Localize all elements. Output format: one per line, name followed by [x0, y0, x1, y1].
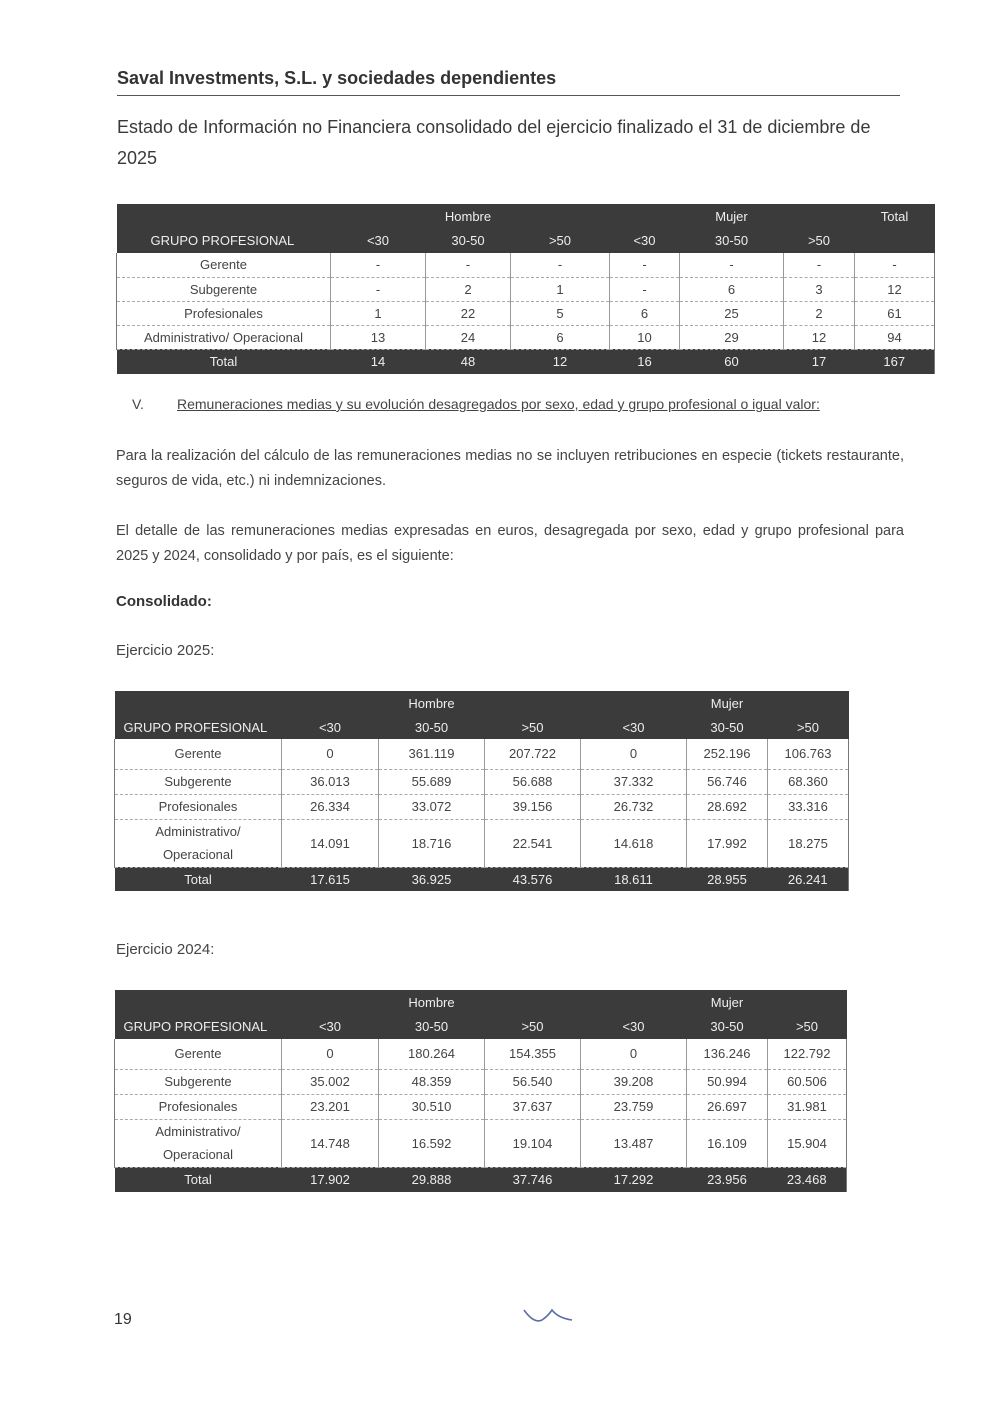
table-cell: 31.981	[768, 1094, 847, 1119]
table-row	[115, 1094, 847, 1119]
section-title: Remuneraciones medias y su evolución desagregados por sexo, edad y grupo profesional o igual valor:	[177, 396, 820, 412]
table-cell: 28.955	[687, 867, 768, 891]
mujer-header: Mujer	[687, 691, 768, 715]
table-cell: 33.316	[768, 794, 849, 819]
table-cell: 167	[855, 349, 935, 374]
row-label: Subgerente	[115, 769, 282, 794]
table-cell: 56.688	[485, 769, 581, 794]
age-band-header: >50	[768, 1014, 847, 1039]
table-cell: 16	[610, 349, 680, 374]
table-cell: 56.746	[687, 769, 768, 794]
table-cell: 37.637	[485, 1094, 581, 1119]
table-cell: 50.994	[687, 1069, 768, 1094]
table-row	[117, 301, 935, 325]
age-band-header: <30	[610, 228, 680, 253]
table-cell: 26.334	[282, 794, 379, 819]
age-band-header: <30	[331, 228, 426, 253]
age-band-header: >50	[511, 228, 610, 253]
row-label: Gerente	[115, 739, 282, 769]
row-label	[115, 1119, 282, 1167]
table-cell: 48	[426, 349, 511, 374]
table-cell: 18.611	[581, 867, 687, 891]
table-cell: 17	[784, 349, 855, 374]
row-label: Subgerente	[117, 277, 331, 301]
age-band-header: 30-50	[426, 228, 511, 253]
paragraph: El detalle de las remuneraciones medias expresadas en euros, desagregada por sexo, edad y grupo profesional para 2025 y 2024, consolidado y por país, es el siguiente:	[116, 523, 904, 564]
row-label: Profesionales	[115, 1094, 282, 1119]
ejercicio-2025-label: Ejercicio 2025:	[116, 642, 215, 659]
table-cell: 24	[426, 325, 511, 349]
table-row	[117, 253, 935, 277]
table-cell: 122.792	[768, 1039, 847, 1069]
table-cell: 39.156	[485, 794, 581, 819]
total-row	[115, 867, 849, 891]
table-cell: -	[511, 253, 610, 277]
table-cell: 0	[282, 739, 379, 769]
table-cell: 60.506	[768, 1069, 847, 1094]
table-cell: 12	[855, 277, 935, 301]
age-band-header: >50	[485, 715, 581, 739]
row-label: Subgerente	[115, 1069, 282, 1094]
table-cell: 37.332	[581, 769, 687, 794]
table-cell: 0	[282, 1039, 379, 1069]
table-cell: 22	[426, 301, 511, 325]
table-cell: 14	[331, 349, 426, 374]
headcount-table	[116, 204, 935, 374]
table-cell: 10	[610, 325, 680, 349]
table-cell: 18.275	[768, 819, 849, 867]
table-cell: 19.104	[485, 1119, 581, 1167]
table-cell: 16.592	[379, 1119, 485, 1167]
table-cell: -	[331, 253, 426, 277]
table-cell: 48.359	[379, 1069, 485, 1094]
table-cell: 17.902	[282, 1167, 379, 1192]
table-cell: 0	[581, 1039, 687, 1069]
row-label: Total	[115, 1167, 282, 1192]
remuneration-2024-table	[114, 990, 847, 1192]
table-cell: 136.246	[687, 1039, 768, 1069]
consolidado-label: Consolidado:	[116, 593, 212, 610]
row-label: Total	[117, 349, 331, 374]
row-label	[115, 819, 282, 867]
table-cell: 39.208	[581, 1069, 687, 1094]
table-cell: 16.109	[687, 1119, 768, 1167]
table-cell: 35.002	[282, 1069, 379, 1094]
table-cell: 43.576	[485, 867, 581, 891]
table-row	[115, 1039, 847, 1069]
table-cell: 361.119	[379, 739, 485, 769]
hombre-header: Hombre	[379, 691, 485, 715]
table-row	[117, 277, 935, 301]
grupo-profesional-header: GRUPO PROFESIONAL	[115, 715, 282, 739]
age-band-header: 30-50	[379, 715, 485, 739]
mujer-header: Mujer	[680, 204, 784, 228]
section-heading	[132, 396, 820, 412]
table-cell: 23.201	[282, 1094, 379, 1119]
table-cell: 26.697	[687, 1094, 768, 1119]
table-cell: 14.748	[282, 1119, 379, 1167]
table-cell: 37.746	[485, 1167, 581, 1192]
table-cell: 1	[511, 277, 610, 301]
table-cell: -	[680, 253, 784, 277]
table-cell: 15.904	[768, 1119, 847, 1167]
table-cell: 26.732	[581, 794, 687, 819]
table-cell: -	[426, 253, 511, 277]
table-cell: 94	[855, 325, 935, 349]
table-cell: 5	[511, 301, 610, 325]
table-cell: 252.196	[687, 739, 768, 769]
age-band-header: >50	[485, 1014, 581, 1039]
age-band-header: 30-50	[680, 228, 784, 253]
table-cell: 180.264	[379, 1039, 485, 1069]
age-band-header: <30	[581, 1014, 687, 1039]
table-cell: -	[610, 277, 680, 301]
table-cell: 30.510	[379, 1094, 485, 1119]
table-row	[115, 794, 849, 819]
table-cell: 33.072	[379, 794, 485, 819]
table-cell: 17.292	[581, 1167, 687, 1192]
table-cell: 29	[680, 325, 784, 349]
table-cell: -	[784, 253, 855, 277]
table-cell: 60	[680, 349, 784, 374]
table-cell: 154.355	[485, 1039, 581, 1069]
grupo-profesional-header: GRUPO PROFESIONAL	[115, 1014, 282, 1039]
mujer-header: Mujer	[687, 990, 768, 1014]
table-row	[115, 739, 849, 769]
age-band-header: <30	[282, 715, 379, 739]
age-band-header: <30	[282, 1014, 379, 1039]
section-number: V.	[132, 396, 144, 412]
table-cell: 14.091	[282, 819, 379, 867]
row-label-line: Operacional	[162, 847, 234, 862]
table-cell: 23.956	[687, 1167, 768, 1192]
table-cell: 0	[581, 739, 687, 769]
remuneration-2025-table	[114, 691, 849, 891]
document-header: Saval Investments, S.L. y sociedades dependientes	[117, 68, 900, 96]
row-label: Profesionales	[115, 794, 282, 819]
table-cell: 12	[784, 325, 855, 349]
table-cell: 17.615	[282, 867, 379, 891]
hombre-header: Hombre	[379, 990, 485, 1014]
table-row	[115, 769, 849, 794]
row-label: Administrativo/ Operacional	[117, 325, 331, 349]
table-cell: 25	[680, 301, 784, 325]
age-band-header: >50	[768, 715, 849, 739]
table-cell: 6	[610, 301, 680, 325]
table-cell: 106.763	[768, 739, 849, 769]
table-cell: 23.468	[768, 1167, 847, 1192]
table-cell: 207.722	[485, 739, 581, 769]
table-cell: 6	[680, 277, 784, 301]
table-cell: 2	[784, 301, 855, 325]
table-cell: 2	[426, 277, 511, 301]
total-header: Total	[855, 204, 935, 228]
page-number: 19	[114, 1311, 132, 1328]
table-row	[115, 819, 849, 867]
grupo-profesional-header: GRUPO PROFESIONAL	[117, 228, 331, 253]
hombre-header: Hombre	[426, 204, 511, 228]
table-cell: 36.925	[379, 867, 485, 891]
table-row	[115, 1069, 847, 1094]
age-band-header: <30	[581, 715, 687, 739]
table-cell: 14.618	[581, 819, 687, 867]
table-cell: 6	[511, 325, 610, 349]
table-cell: 22.541	[485, 819, 581, 867]
table-cell: 55.689	[379, 769, 485, 794]
paragraph: Para la realización del cálculo de las remuneraciones medias no se incluyen retribuciones en especie (tickets restaurante, seguros de vida, etc.) ni indemnizaciones.	[116, 448, 904, 489]
table-cell: 13.487	[581, 1119, 687, 1167]
table-cell: 29.888	[379, 1167, 485, 1192]
signature-initials	[522, 1306, 576, 1328]
age-band-header: 30-50	[379, 1014, 485, 1039]
row-label: Gerente	[115, 1039, 282, 1069]
table-cell: 23.759	[581, 1094, 687, 1119]
table-cell: 3	[784, 277, 855, 301]
table-cell: 36.013	[282, 769, 379, 794]
table-cell: 13	[331, 325, 426, 349]
table-cell: 17.992	[687, 819, 768, 867]
row-label: Total	[115, 867, 282, 891]
table-cell: 12	[511, 349, 610, 374]
table-cell: 1	[331, 301, 426, 325]
table-row	[117, 325, 935, 349]
row-label: Profesionales	[117, 301, 331, 325]
age-band-header: 30-50	[687, 715, 768, 739]
table-cell: 18.716	[379, 819, 485, 867]
report-subtitle: Estado de Información no Financiera consolidado del ejercicio finalizado el 31 de diciembre de 2025	[117, 117, 871, 168]
row-label-line: Administrativo/	[155, 1124, 241, 1139]
total-row	[115, 1167, 847, 1192]
age-band-header: >50	[784, 228, 855, 253]
row-label: Gerente	[117, 253, 331, 277]
table-cell: 61	[855, 301, 935, 325]
table-row	[115, 1119, 847, 1167]
row-label-line: Administrativo/	[155, 824, 241, 839]
table-cell: 56.540	[485, 1069, 581, 1094]
row-label-line: Operacional	[162, 1147, 234, 1162]
table-cell: 68.360	[768, 769, 849, 794]
table-cell: 28.692	[687, 794, 768, 819]
total-row	[117, 349, 935, 374]
age-band-header: 30-50	[687, 1014, 768, 1039]
table-cell: 26.241	[768, 867, 849, 891]
table-cell: -	[331, 277, 426, 301]
table-cell: -	[855, 253, 935, 277]
table-cell: -	[610, 253, 680, 277]
ejercicio-2024-label: Ejercicio 2024:	[116, 941, 215, 958]
